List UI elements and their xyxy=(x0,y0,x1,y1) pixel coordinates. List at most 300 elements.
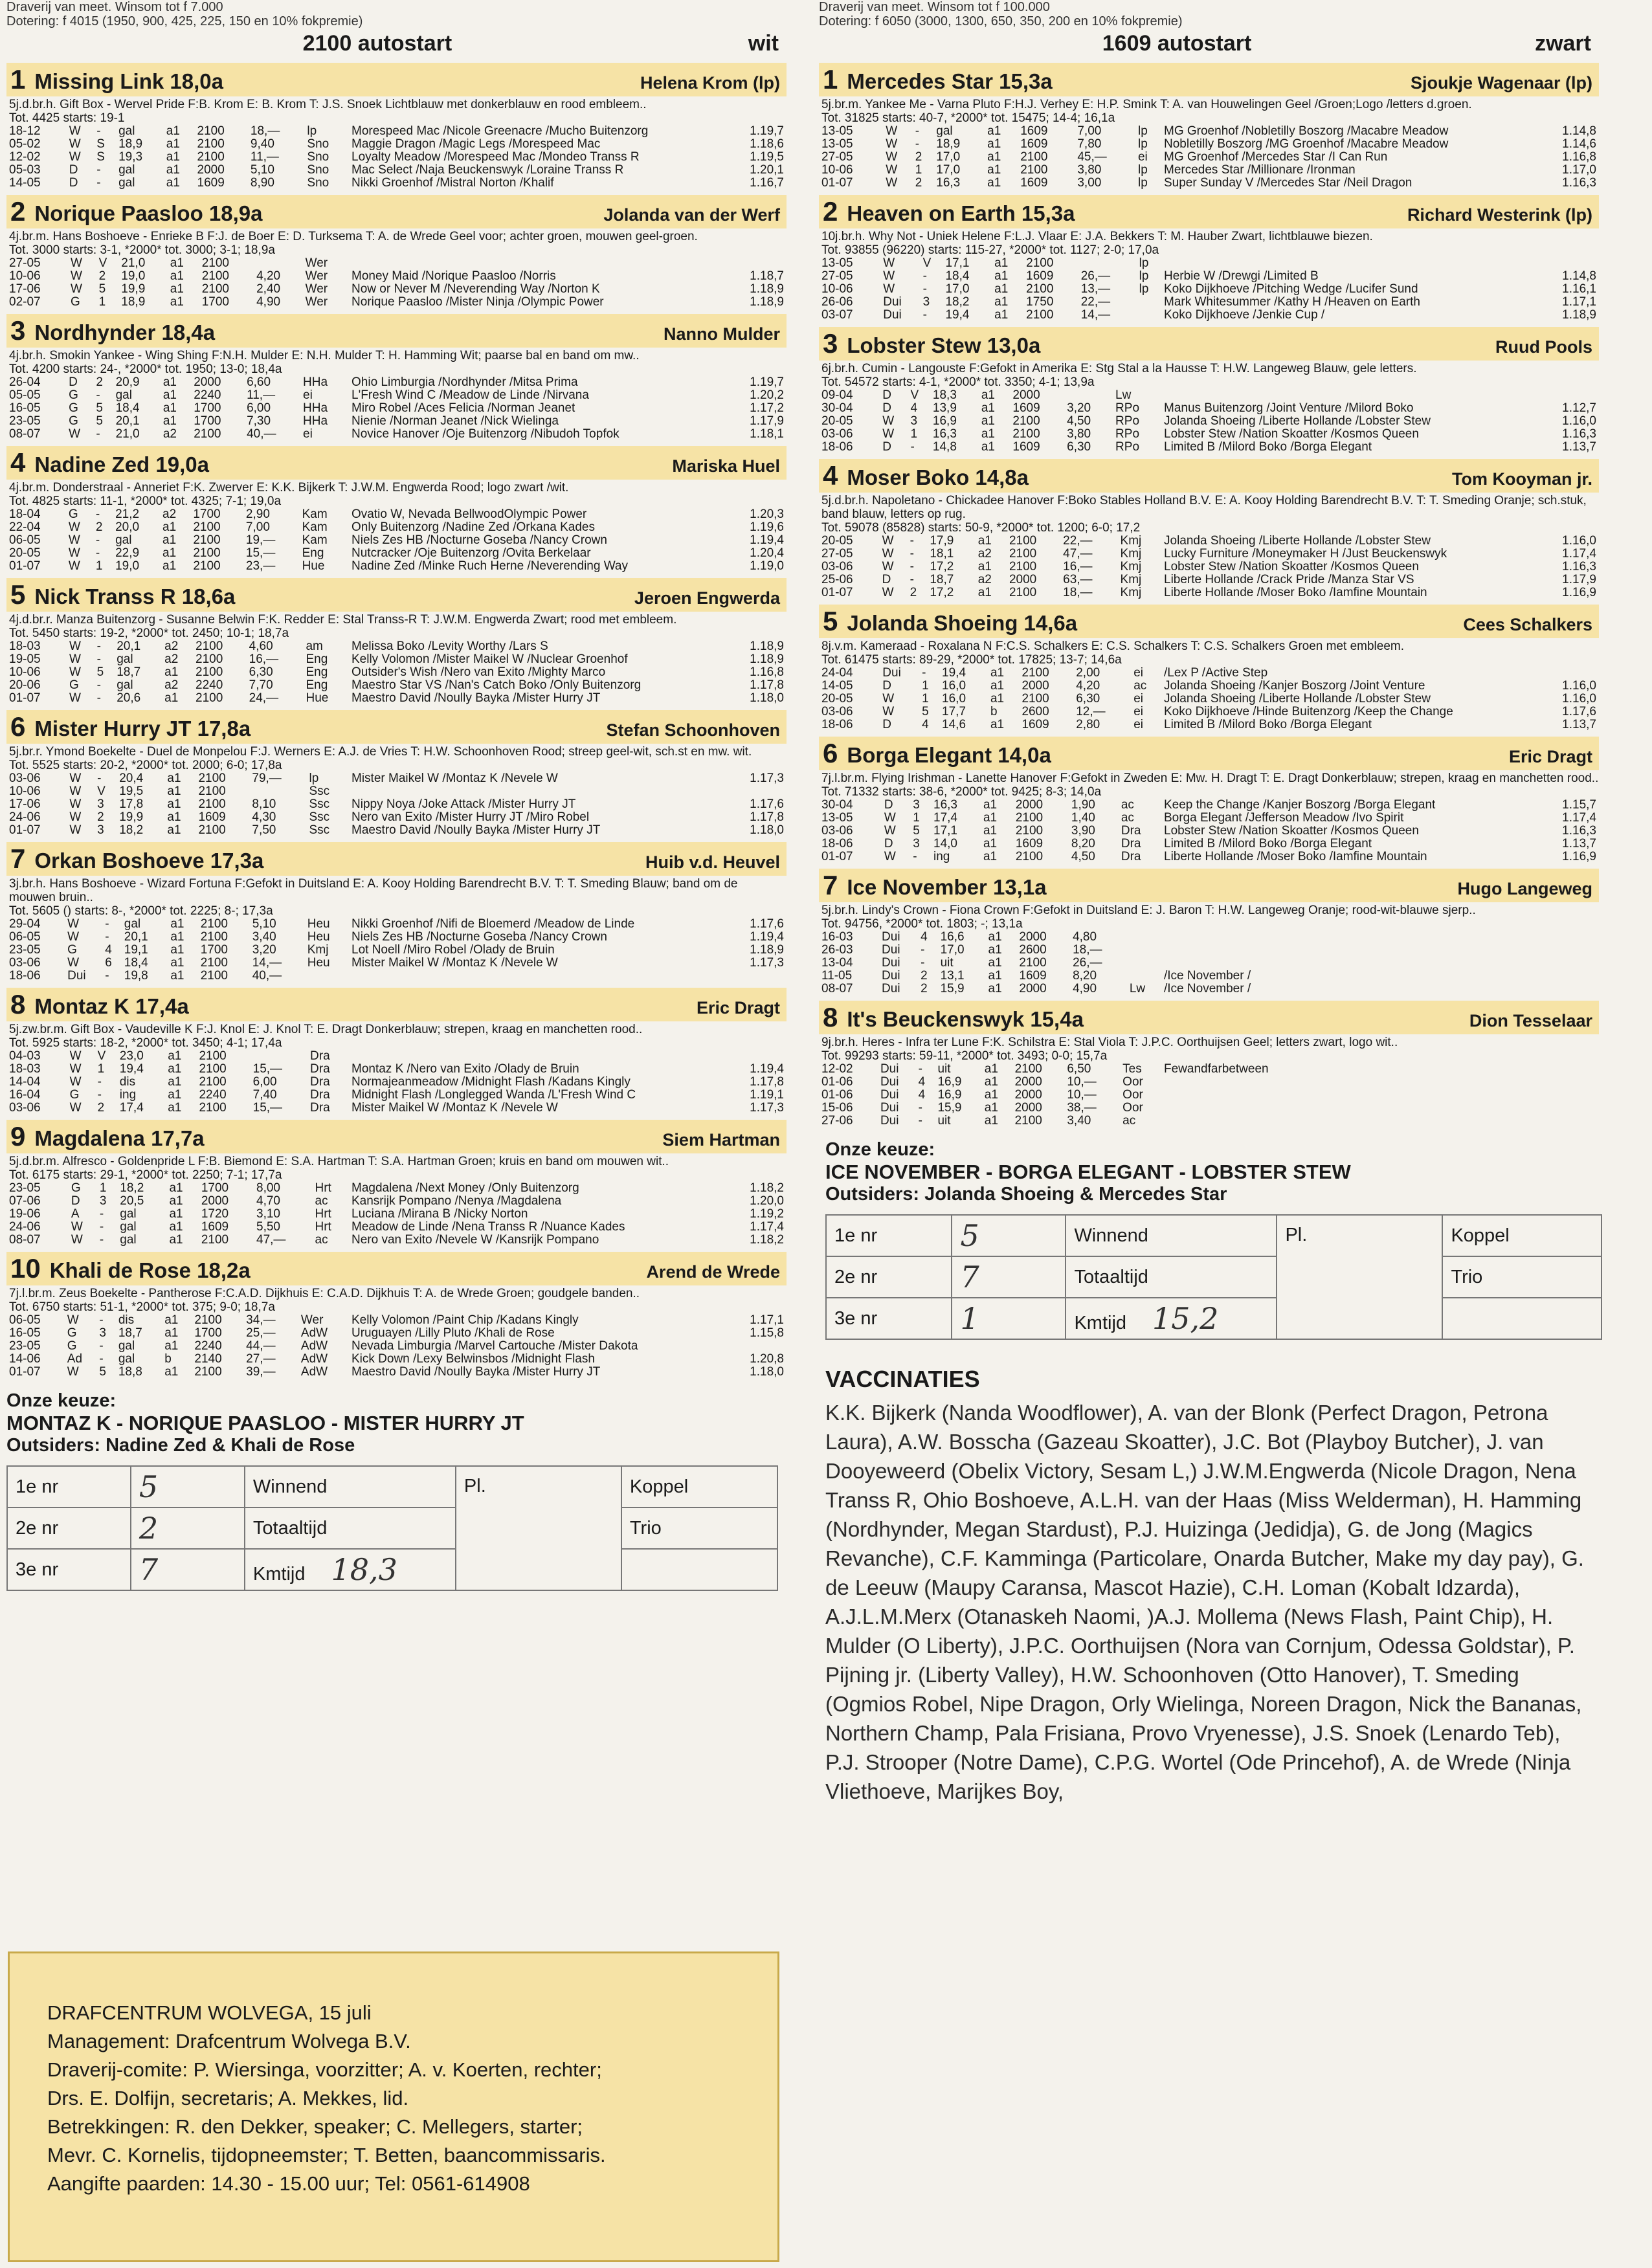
result-cell: Koko Dijkhoeve /Jenkie Cup / xyxy=(1164,309,1325,322)
result-cell: Jolanda Shoeing /Kanjer Boszorg /Joint Venture xyxy=(1164,680,1425,693)
result-cell: a1 xyxy=(984,1115,998,1128)
result-cell: Liberte Hollande /Moser Boko /Iamfine Mountain xyxy=(1164,850,1427,863)
result-cell: 1609 xyxy=(1026,270,1054,283)
result-cell: 1.17,6 xyxy=(750,798,784,811)
result-cell: Mister Maikel W /Montaz K /Nevele W xyxy=(352,1102,558,1115)
result-cell: W xyxy=(71,257,82,270)
result-row xyxy=(6,177,787,190)
result-cell: - xyxy=(96,177,101,190)
vaccinations xyxy=(825,1366,1599,1806)
result-row xyxy=(6,957,787,970)
result-cell: 7,80 xyxy=(1077,138,1102,151)
result-cell xyxy=(1137,309,1161,322)
result-cell: Jolanda Shoeing /Liberte Hollande /Lobster Stew xyxy=(1164,693,1431,706)
horse-header xyxy=(819,605,1599,638)
result-cell: 1.18,9 xyxy=(750,640,784,653)
result-cell: 1.18,2 xyxy=(750,1182,784,1195)
result-cell: 17,0 xyxy=(940,944,965,957)
result-cell: 2100 xyxy=(199,1050,227,1063)
result-cell: 3 xyxy=(913,799,920,812)
result-cell: gal xyxy=(118,1340,135,1353)
result-cell xyxy=(1555,389,1599,402)
result-cell: W xyxy=(886,138,898,151)
track-info-box xyxy=(8,1951,779,2262)
result-cell: 3 xyxy=(97,824,104,837)
result-cell: 4,90 xyxy=(256,296,281,309)
horse-title xyxy=(10,843,263,874)
result-cell: a1 xyxy=(977,561,992,573)
result-cell: Kam xyxy=(302,534,328,547)
result-row xyxy=(819,680,1599,693)
result-cell: 29-04 xyxy=(9,918,41,931)
result-cell: Wer xyxy=(305,283,328,296)
horse-name: Lobster Stew 13,0a xyxy=(847,333,1041,357)
result-cell: 3,20 xyxy=(1067,402,1091,415)
result-cell: 18,4 xyxy=(124,957,148,970)
result-cell: Heu xyxy=(307,931,330,944)
result-cell: Dra xyxy=(310,1076,330,1089)
result-cell: W xyxy=(882,535,894,548)
horse-totals: Tot. 4200 starts: 24-, *2000* tot. 1950; 13-0; 18,4a xyxy=(9,362,282,376)
result-cell: 1.20,2 xyxy=(750,389,784,402)
result-cell: a1 xyxy=(162,521,177,534)
horse-number: 4 xyxy=(823,460,838,491)
result-cell xyxy=(1555,1115,1599,1128)
horse-entry xyxy=(6,1120,787,1247)
result-cell xyxy=(305,970,349,983)
result-cell xyxy=(1161,1089,1555,1102)
horse-title xyxy=(10,711,251,742)
result-cell: 21,0 xyxy=(121,257,146,270)
result-cell: a1 xyxy=(169,1182,183,1195)
result-cell: 2100 xyxy=(1014,1063,1042,1076)
result-cell: a1 xyxy=(162,560,177,573)
result-cell: Dui xyxy=(880,1063,899,1076)
result-cell: Luciana /Mirana B /Nicky Norton xyxy=(352,1208,528,1221)
result-row xyxy=(819,296,1599,309)
result-cell: 2000 xyxy=(1012,389,1040,402)
result-cell xyxy=(1555,1102,1599,1115)
result-row xyxy=(819,164,1599,177)
result-cell: ei xyxy=(1133,718,1143,731)
result-cell: 4,70 xyxy=(256,1195,280,1208)
result-cell: 03-07 xyxy=(821,309,853,322)
result-cell: W xyxy=(69,125,81,138)
result-cell: 2100 xyxy=(1021,667,1049,680)
result-cell: W xyxy=(886,164,898,177)
result-cell: 12-02 xyxy=(9,151,41,164)
result-cell: Hue xyxy=(306,692,329,705)
result-cell: W xyxy=(882,428,895,441)
result-cell: 3 xyxy=(99,1195,107,1208)
result-cell: 2100 xyxy=(195,653,223,666)
result-cell: D xyxy=(882,718,892,731)
driver-name: Dion Tesselaar xyxy=(1469,1011,1592,1030)
result-cell: Dra xyxy=(1121,850,1141,863)
result-row xyxy=(819,850,1599,863)
trio-cell: Trio xyxy=(621,1507,777,1549)
result-cell: W xyxy=(68,534,80,547)
result-row xyxy=(819,1089,1599,1102)
result-cell: a1 xyxy=(168,1050,182,1063)
result-cell: 44,— xyxy=(246,1340,276,1353)
result-cell: L'Fresh Wind C /Meadow de Linde /Nirvana xyxy=(352,389,589,402)
result-cell: 18-06 xyxy=(9,970,41,983)
result-cell: 17,1 xyxy=(933,825,957,838)
result-cell: 5,10 xyxy=(250,164,274,177)
result-cell: Eng xyxy=(306,653,328,666)
result-cell: 22,— xyxy=(1063,535,1093,548)
result-row xyxy=(6,415,787,428)
bet-type-cell xyxy=(245,1466,456,1507)
result-row xyxy=(6,1102,787,1115)
result-cell: 24,— xyxy=(249,692,279,705)
result-cell: Nutcracker /Oje Buitenzorg /Ovita Berkelaar xyxy=(352,547,591,560)
horse-number: 1 xyxy=(10,64,26,94)
result-cell: 2 xyxy=(915,151,922,164)
result-cell xyxy=(1555,957,1599,970)
result-cell: 17,2 xyxy=(930,561,954,573)
result-cell: 1.12,7 xyxy=(1562,402,1596,415)
result-cell: G xyxy=(67,1327,77,1340)
result-cell: Mac Select /Naja Beuckenswyk /Loraine Transs R xyxy=(352,164,624,177)
result-cell: 2100 xyxy=(195,692,223,705)
horse-name: It's Beuckenswyk 15,4a xyxy=(847,1007,1084,1031)
result-cell: 08-07 xyxy=(9,428,41,441)
result-cell: - xyxy=(99,1208,104,1221)
result-cell: 2100 xyxy=(201,283,229,296)
result-cell: 19,0 xyxy=(115,560,140,573)
result-cell: lp xyxy=(1137,164,1148,177)
result-cell: 1609 xyxy=(1019,970,1047,983)
result-cell: ac xyxy=(1122,1115,1136,1128)
result-cell: 2 xyxy=(921,970,928,983)
result-cell: 2,80 xyxy=(1076,718,1100,731)
result-cell: W xyxy=(71,1221,83,1234)
result-cell: 2100 xyxy=(195,640,223,653)
result-cell: 1609 xyxy=(1021,718,1049,731)
result-cell: gal xyxy=(117,679,133,692)
result-cell: Hue xyxy=(302,560,325,573)
result-row xyxy=(819,389,1599,402)
result-cell: V xyxy=(922,257,932,270)
result-cell: Wer xyxy=(305,270,328,283)
result-cell: 1.16,0 xyxy=(1562,415,1596,428)
result-cell: 11-05 xyxy=(821,970,853,983)
result-cell: 1700 xyxy=(200,944,228,957)
horse-number: 7 xyxy=(823,870,838,900)
horse-name: Nadine Zed 19,0a xyxy=(34,452,209,476)
horse-title xyxy=(823,196,1075,227)
result-cell: 3 xyxy=(99,1327,106,1340)
result-cell: 63,— xyxy=(1063,573,1093,586)
result-cell: Kmj xyxy=(307,944,329,957)
horse-header xyxy=(6,1252,787,1285)
horse-name: Missing Link 18,0a xyxy=(34,69,223,93)
result-cell: D xyxy=(71,1195,80,1208)
result-cell: - xyxy=(96,125,101,138)
result-row xyxy=(819,177,1599,190)
result-row xyxy=(819,693,1599,706)
result-row xyxy=(819,151,1599,164)
handwritten-number: 5 xyxy=(952,1215,1066,1256)
result-cell: 1.19,7 xyxy=(750,125,784,138)
result-cell: 4 xyxy=(910,402,918,415)
bet-row xyxy=(7,1507,777,1549)
result-cell: V xyxy=(910,389,919,402)
result-cell: 01-07 xyxy=(9,824,41,837)
result-cell: - xyxy=(96,692,101,705)
prize-money-line: Dotering: f 4015 (1950, 900, 425, 225, 150 en 10% fokpremie) xyxy=(6,14,363,28)
result-cell: W xyxy=(69,640,81,653)
result-cell: Novice Hanover /Oje Buitenzorg /Nibudoh Topfok xyxy=(352,428,620,441)
bet-type-label: Totaaltijd xyxy=(1074,1266,1148,1287)
result-cell xyxy=(742,970,787,983)
result-cell: 2240 xyxy=(199,1089,227,1102)
result-cell: 06-05 xyxy=(9,534,41,547)
result-cell: 2100 xyxy=(1020,151,1048,164)
result-cell: 1.19,0 xyxy=(750,560,784,573)
result-cell: Kmj xyxy=(1120,561,1142,573)
result-cell: Dui xyxy=(882,957,900,970)
result-cell: 2100 xyxy=(197,138,225,151)
handwritten-time: 18,3 xyxy=(331,1552,397,1587)
result-row xyxy=(6,547,787,560)
result-cell: Jolanda Shoeing /Liberte Hollande /Lobster Stew xyxy=(1164,535,1431,548)
result-cell: W xyxy=(883,270,895,283)
result-cell: 1.17,2 xyxy=(750,402,784,415)
result-cell: 2100 xyxy=(201,270,229,283)
result-cell xyxy=(1555,667,1599,680)
result-cell: a1 xyxy=(988,944,1002,957)
horse-number: 8 xyxy=(10,989,26,1019)
result-cell: 14,0 xyxy=(933,838,957,850)
result-cell: 1 xyxy=(99,1182,107,1195)
result-cell: 10,— xyxy=(1067,1076,1097,1089)
result-cell: Nippy Noya /Joke Attack /Mister Hurry JT xyxy=(352,798,576,811)
result-cell: 15,— xyxy=(252,1063,283,1076)
result-cell: 2100 xyxy=(1009,535,1037,548)
result-cell: 1.20,8 xyxy=(750,1353,784,1366)
result-cell: Nadine Zed /Minke Ruch Herne /Neverending Way xyxy=(352,560,628,573)
bet-row xyxy=(826,1298,1602,1339)
result-cell: a1 xyxy=(990,693,1005,706)
result-cell: 1.14,8 xyxy=(1562,125,1596,138)
result-cell: Maestro David /Noully Bayka /Mister Hurry JT xyxy=(352,1366,601,1379)
result-cell: 47,— xyxy=(256,1234,286,1247)
result-cell: a1 xyxy=(167,772,181,785)
result-cell: Ohio Limburgia /Nordhynder /Mitsa Prima xyxy=(352,376,578,389)
result-row xyxy=(6,125,787,138)
result-cell: Wer xyxy=(305,257,328,270)
result-cell: W xyxy=(71,283,82,296)
result-cell: 15,9 xyxy=(940,983,965,995)
result-cell: 1.15,7 xyxy=(1562,799,1596,812)
handwritten-time: 15,2 xyxy=(1152,1301,1219,1336)
horse-number: 5 xyxy=(10,579,26,610)
result-cell: Montaz K /Nero van Exito /Olady de Bruin xyxy=(352,1063,579,1076)
result-cell: 38,— xyxy=(1067,1102,1097,1115)
result-cell: 27-05 xyxy=(9,257,41,270)
result-cell: ing xyxy=(119,1089,137,1102)
result-cell: uit xyxy=(940,957,954,970)
result-cell: lp xyxy=(1137,138,1148,151)
result-cell: 1.18,9 xyxy=(750,296,784,309)
result-cell: 2100 xyxy=(198,798,226,811)
result-cell: Limited B /Milord Boko /Borga Elegant xyxy=(1164,838,1372,850)
result-cell: a2 xyxy=(164,679,179,692)
result-cell: 1.18,0 xyxy=(750,824,784,837)
result-cell: Lucky Furniture /Moneymaker H /Just Beuckenswyk xyxy=(1164,548,1447,561)
result-cell: Nero van Exito /Nevele W /Kansrijk Pompano xyxy=(352,1234,599,1247)
result-cell: Dui xyxy=(67,970,86,983)
result-cell: 45,— xyxy=(1077,151,1107,164)
result-cell: G xyxy=(69,679,79,692)
result-cell xyxy=(742,1340,787,1353)
result-cell: 7,50 xyxy=(252,824,276,837)
result-cell: 2240 xyxy=(194,389,221,402)
result-cell: 07-06 xyxy=(9,1195,41,1208)
result-cell: W xyxy=(884,850,896,863)
result-cell: Niels Zes HB /Nocturne Goseba /Nancy Crown xyxy=(352,534,607,547)
info-line: Aangifte paarden: 14.30 - 15.00 uur; Tel: 0561-614908 xyxy=(47,2172,530,2195)
result-cell: Ad xyxy=(67,1353,83,1366)
horse-header xyxy=(819,1001,1599,1034)
result-cell: W xyxy=(69,1050,82,1063)
race-conditions xyxy=(6,0,787,28)
result-cell: W xyxy=(67,918,80,931)
result-row xyxy=(819,428,1599,441)
place-cell: Pl. xyxy=(456,1466,621,1590)
result-cell: 40,— xyxy=(247,428,276,441)
result-cell xyxy=(1137,296,1161,309)
horse-number: 6 xyxy=(823,738,838,768)
result-cell: 20,9 xyxy=(115,376,140,389)
result-cell: 10-06 xyxy=(9,785,41,798)
result-row xyxy=(6,1195,787,1208)
result-cell: 16,6 xyxy=(940,931,965,944)
result-cell: dis xyxy=(119,1076,136,1089)
result-cell: 18,— xyxy=(1063,586,1093,599)
empty-cell xyxy=(621,1549,777,1590)
result-cell: 14,— xyxy=(1080,309,1111,322)
result-cell: 4 xyxy=(921,931,928,944)
bet-row xyxy=(826,1256,1602,1298)
horse-totals: Tot. 31825 starts: 40-7, *2000* tot. 15475; 14-4; 16,1a xyxy=(821,111,1115,125)
result-row xyxy=(819,573,1599,586)
horse-title xyxy=(823,64,1053,95)
result-cell: G xyxy=(71,296,80,309)
result-cell: 10-06 xyxy=(821,283,853,296)
result-cell: 17,1 xyxy=(945,257,970,270)
horse-entry xyxy=(819,1001,1599,1128)
conditions-line: Draverij van meet. Winsom tot f 100.000 xyxy=(819,0,1050,14)
result-cell: a1 xyxy=(994,283,1009,296)
result-cell: 3 xyxy=(922,296,930,309)
race-color: zwart xyxy=(1535,31,1591,56)
our-choice-picks: MONTAZ K - NORIQUE PAASLOO - MISTER HURRY JT xyxy=(6,1412,524,1434)
result-cell: 1.13,7 xyxy=(1562,718,1596,731)
result-cell: Oor xyxy=(1122,1089,1143,1102)
result-cell: Dui xyxy=(882,983,900,995)
result-cell: W xyxy=(882,415,895,428)
result-cell: 6 xyxy=(105,957,112,970)
result-cell: a1 xyxy=(990,680,1005,693)
result-cell: 09-04 xyxy=(821,389,853,402)
horse-header xyxy=(819,195,1599,228)
result-cell: AdW xyxy=(300,1366,328,1379)
result-cell: 20,0 xyxy=(115,521,140,534)
result-cell: 2100 xyxy=(1012,415,1040,428)
result-cell: a1 xyxy=(988,970,1002,983)
result-cell: Dui xyxy=(882,931,900,944)
result-cell: W xyxy=(69,772,82,785)
result-cell: 18-06 xyxy=(821,718,853,731)
result-cell: - xyxy=(99,1353,104,1366)
result-row xyxy=(6,1366,787,1379)
result-cell: 1.17,4 xyxy=(1562,812,1596,825)
result-cell: a1 xyxy=(988,957,1002,970)
results-table xyxy=(6,257,787,309)
horse-header xyxy=(819,459,1599,493)
horse-number: 5 xyxy=(823,606,838,636)
result-cell: 1750 xyxy=(1026,296,1054,309)
horse-totals: Tot. 99293 starts: 59-11, *2000* tot. 3493; 0-0; 15,7a xyxy=(821,1049,1108,1063)
horse-header xyxy=(819,327,1599,361)
race-color: wit xyxy=(748,31,779,56)
result-cell: 1.18,0 xyxy=(750,692,784,705)
result-cell: Dui xyxy=(882,944,900,957)
result-cell: lp xyxy=(307,125,317,138)
result-cell: Dra xyxy=(1121,838,1141,850)
result-cell: a1 xyxy=(987,138,1001,151)
result-cell: - xyxy=(921,957,925,970)
horse-totals: Tot. 5925 starts: 18-2, *2000* tot. 3450; 4-1; 17,4a xyxy=(9,1036,282,1050)
result-cell: 16,3 xyxy=(932,428,957,441)
result-cell: Kick Down /Lexy Belwinsbos /Midnight Flash xyxy=(352,1353,595,1366)
race-header xyxy=(819,28,1599,63)
result-cell: 21,2 xyxy=(115,508,140,521)
result-row xyxy=(6,283,787,296)
result-cell: a1 xyxy=(170,918,184,931)
result-cell: 2100 xyxy=(200,918,228,931)
result-cell: 1 xyxy=(95,560,103,573)
result-cell: 4,50 xyxy=(1071,850,1095,863)
horse-header xyxy=(6,195,787,228)
result-cell: W xyxy=(67,1366,79,1379)
result-cell: 6,50 xyxy=(1067,1063,1091,1076)
result-row xyxy=(819,957,1599,970)
result-cell: HHa xyxy=(303,415,328,428)
result-cell: a2 xyxy=(164,653,179,666)
result-cell: 2100 xyxy=(194,1366,222,1379)
result-cell: 18-06 xyxy=(821,441,853,454)
result-cell: 19,4 xyxy=(945,309,970,322)
result-cell: 1700 xyxy=(201,296,229,309)
result-cell: 26-04 xyxy=(9,376,41,389)
result-cell: 3 xyxy=(913,838,920,850)
result-cell: 19-05 xyxy=(9,653,41,666)
result-cell xyxy=(1555,944,1599,957)
result-cell: 13-05 xyxy=(821,257,853,270)
result-cell: 1.18,7 xyxy=(750,270,784,283)
result-row xyxy=(6,521,787,534)
result-cell: G xyxy=(71,1182,81,1195)
result-cell: 6,30 xyxy=(1076,693,1100,706)
result-cell xyxy=(1555,983,1599,995)
result-cell: a1 xyxy=(167,785,181,798)
result-cell: 15-06 xyxy=(821,1102,853,1115)
